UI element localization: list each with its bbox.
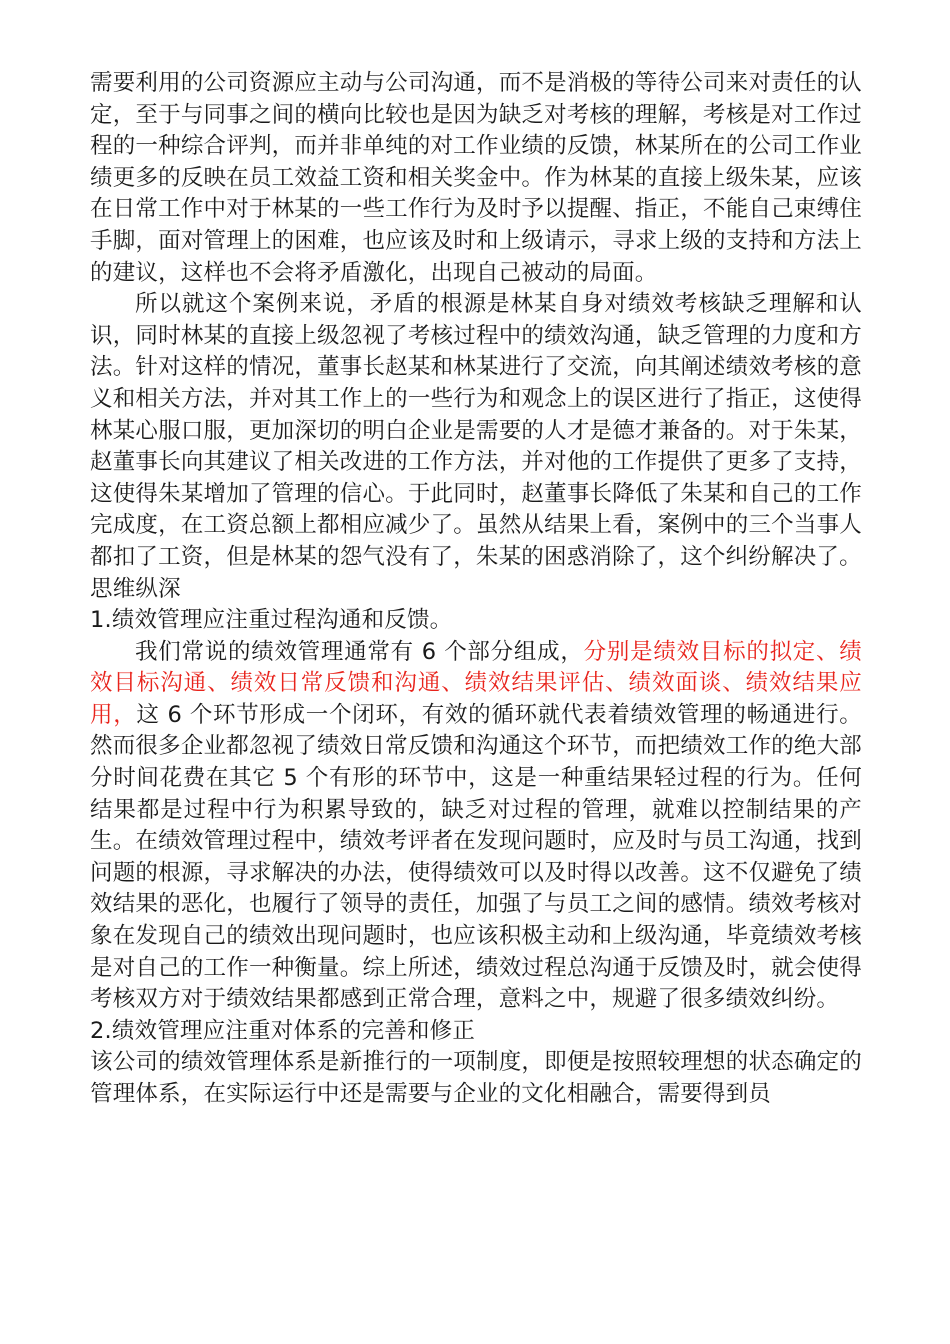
paragraph-3-rest: 这 6 个环节形成一个闭环，有效的循环就代表着绩效管理的畅通进行。然而很多企业都忽视了绩效日常反馈和沟通这个环节，而把绩效工作的绝大部分时间花费在其它 5 个有形的环节中，这是一种重结果轻过程的行为。任何结果都是过程中行为积累导致的，缺乏对过程的管理，就难以控制结果的产生。在绩效管理过程中，绩效考评者在发现问题时，应及时与员工沟通，找到问题的根源，寻求解决的办法，使得绩效可以及时得以改善。这不仅避免了绩效结果的恶化，也履行了领导的责任，加强了与员工之间的感情。绩效考核对象在发现自己的绩效出现问题时，也应该积极主动和上级沟通，毕竟绩效考核是对自己的工作一种衡量。综上所述，绩效过程总沟通于反馈及时，就会使得考核双方对于绩效结果都感到正常合理，意料之中，规避了很多绩效纠纷。	[90, 701, 862, 1013]
paragraph-1: 需要利用的公司资源应主动与公司沟通，而不是消极的等待公司来对责任的认定，至于与同事之间的横向比较也是因为缺乏对考核的理解，考核是对工作过程的一种综合评判，而并非单纯的对工作业绩的反馈，林某所在的公司工作业绩更多的反映在员工效益工资和相关奖金中。作为林某的直接上级朱某，应该在日常工作中对于林某的一些工作行为及时予以提醒、指正，不能自己束缚住手脚，面对管理上的困难，也应该及时和上级请示，寻求上级的支持和方法上的建议，这样也不会将矛盾激化，出现自己被动的局面。	[90, 70, 862, 286]
document-page	[90, 68, 862, 1111]
paragraph-3-highlight: 分别是绩效目标的拟定、绩效目标沟通、绩效日常反馈和沟通、绩效结果评估、绩效面谈、绩效结果应用，	[90, 638, 862, 728]
section-title: 思维纵深	[90, 575, 181, 602]
paragraph-3	[90, 637, 862, 1016]
paragraph-3-lead: 我们常说的绩效管理通常有 6 个部分组成，	[135, 638, 584, 665]
paragraph-4: 该公司的绩效管理体系是新推行的一项制度，即便是按照较理想的状态确定的管理体系，在实际运行中还是需要与企业的文化相融合，需要得到员	[90, 1049, 862, 1107]
heading-1: 1.绩效管理应注重过程沟通和反馈。	[90, 607, 453, 634]
heading-2: 2.绩效管理应注重对体系的完善和修正	[90, 1017, 476, 1044]
paragraph-2: 所以就这个案例来说，矛盾的根源是林某自身对绩效考核缺乏理解和认识，同时林某的直接上级忽视了考核过程中的绩效沟通，缺乏管理的力度和方法。针对这样的情况，董事长赵某和林某进行了交流，向其阐述绩效考核的意义和相关方法，并对其工作上的一些行为和观念上的误区进行了指正，这使得林某心服口服，更加深切的明白企业是需要的人才是德才兼备的。对于朱某，赵董事长向其建议了相关改进的工作方法，并对他的工作提供了更多了支持，这使得朱某增加了管理的信心。于此同时，赵董事长降低了朱某和自己的工作完成度，在工资总额上都相应减少了。虽然从结果上看，案例中的三个当事人都扣了工资，但是林某的怨气没有了，朱某的困惑消除了，这个纠纷解决了。	[90, 291, 862, 570]
